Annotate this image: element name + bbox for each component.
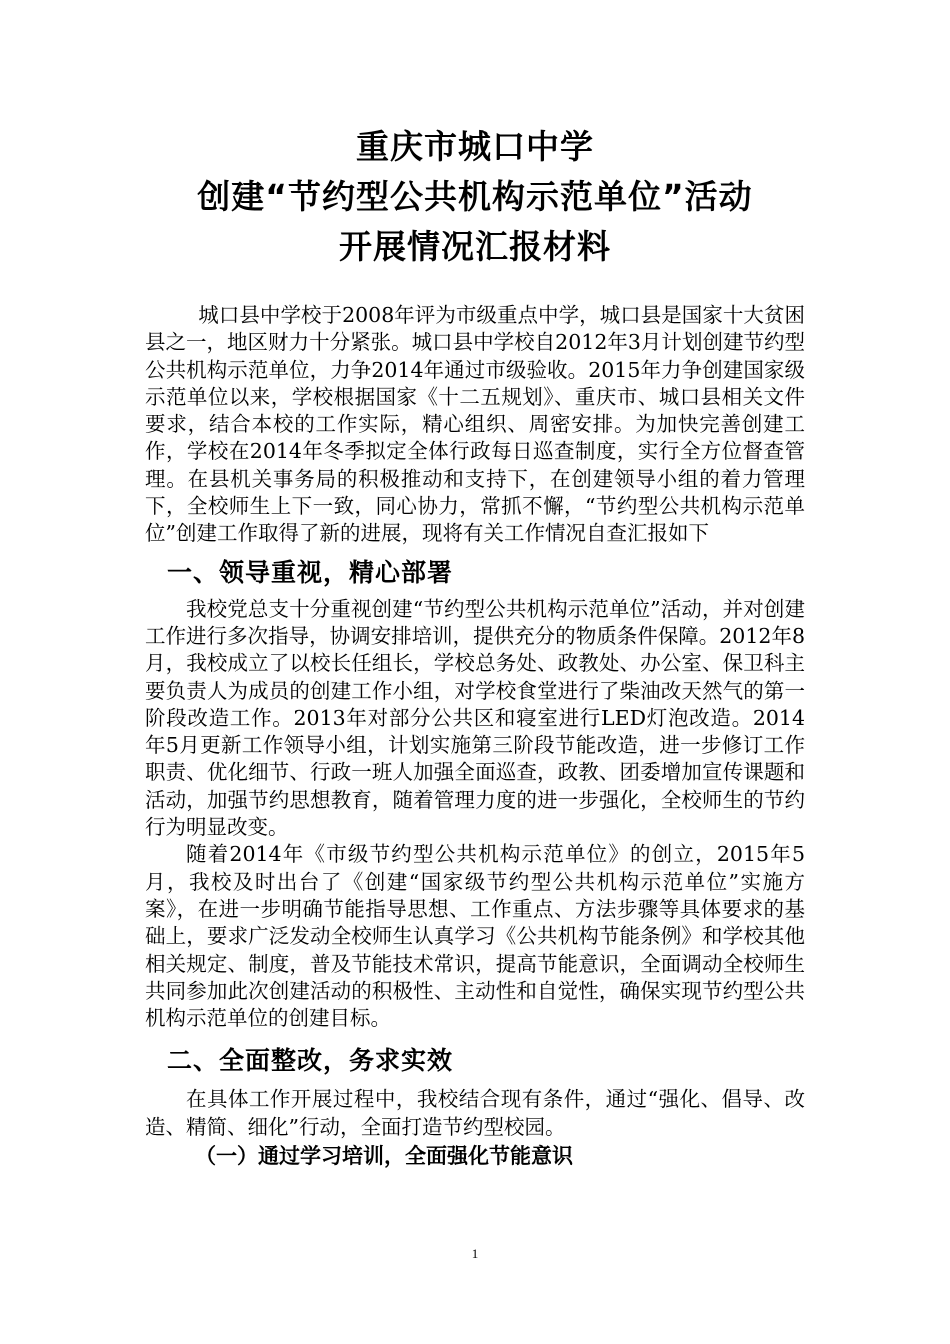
section1-paragraph: 随着2014年《市级节约型公共机构示范单位》的创立，2015年5月，我校及时出台了《创建“国家级节约型公共机构示范单位”实施方案》，在进一步明确节能指导思想、工作重点、方法步骤等具体要求的基础上，要求广泛发动全校师生认真学习《公共机构节能条例》和学校其他相关规定、制度，普及节能技术常识，提高节能意识，全面调动全校师生共同参加此次创建活动的积极性、主动性和自觉性，确保实现节约型公共机构示范单位的创建目标。: [145, 842, 805, 1031]
section2-paragraph: 在具体工作开展过程中，我校结合现有条件，通过“强化、倡导、改造、精简、细化”行动，全面打造节约型校园。: [145, 1087, 805, 1139]
document-body: [145, 302, 805, 1171]
section-heading-leadership: 一、领导重视，精心部署: [167, 557, 454, 587]
title-line-school: 重庆市城口中学: [356, 127, 594, 166]
subsection-heading-training: （一）通过学习培训，全面强化节能意识: [195, 1144, 573, 1169]
title-line-report: 开展情况汇报材料: [339, 227, 611, 266]
page-number: 1: [471, 1246, 479, 1261]
intro-paragraph: 城口县中学校于2008年评为市级重点中学，城口县是国家十大贫困县之一，地区财力十分紧张。城口县中学校自2012年3月计划创建节约型公共机构示范单位，力争2014年通过市级验收。2015年力争创建国家级示范单位以来，学校根据国家《十二五规划》、重庆市、城口县相关文件要求，结合本校的工作实际，精心组织、周密安排。为加快完善创建工作，学校在2014年冬季拟定全体行政每日巡查制度，实行全方位督查管理。在县机关事务局的积极推动和支持下，在创建领导小组的着力管理下，全校师生上下一致，同心协力，常抓不懈，“节约型公共机构示范单位”创建工作取得了新的进展，现将有关工作情况自查汇报如下: [145, 303, 805, 546]
document-title: [0, 122, 950, 272]
section-heading-rectification: 二、全面整改，务求实效: [167, 1046, 454, 1076]
section1-paragraph: 我校党总支十分重视创建“节约型公共机构示范单位”活动，并对创建工作进行多次指导，协调安排培训，提供充分的物质条件保障。2012年8月，我校成立了以校长任组长，学校总务处、政教处、办公室、保卫科主要负责人为成员的创建工作小组，对学校食堂进行了柴油改天然气的第一阶段改造工作。2013年对部分公共区和寝室进行LED灯泡改造。2014年5月更新工作领导小组，计划实施第三阶段节能改造，进一步修订工作职责、优化细节、行政一班人加强全面巡查，政教、团委增加宣传课题和活动，加强节约思想教育，随着管理力度的进一步强化，全校师生的节约行为明显改变。: [145, 596, 805, 840]
title-line-activity: 创建“节约型公共机构示范单位”活动: [197, 177, 753, 216]
